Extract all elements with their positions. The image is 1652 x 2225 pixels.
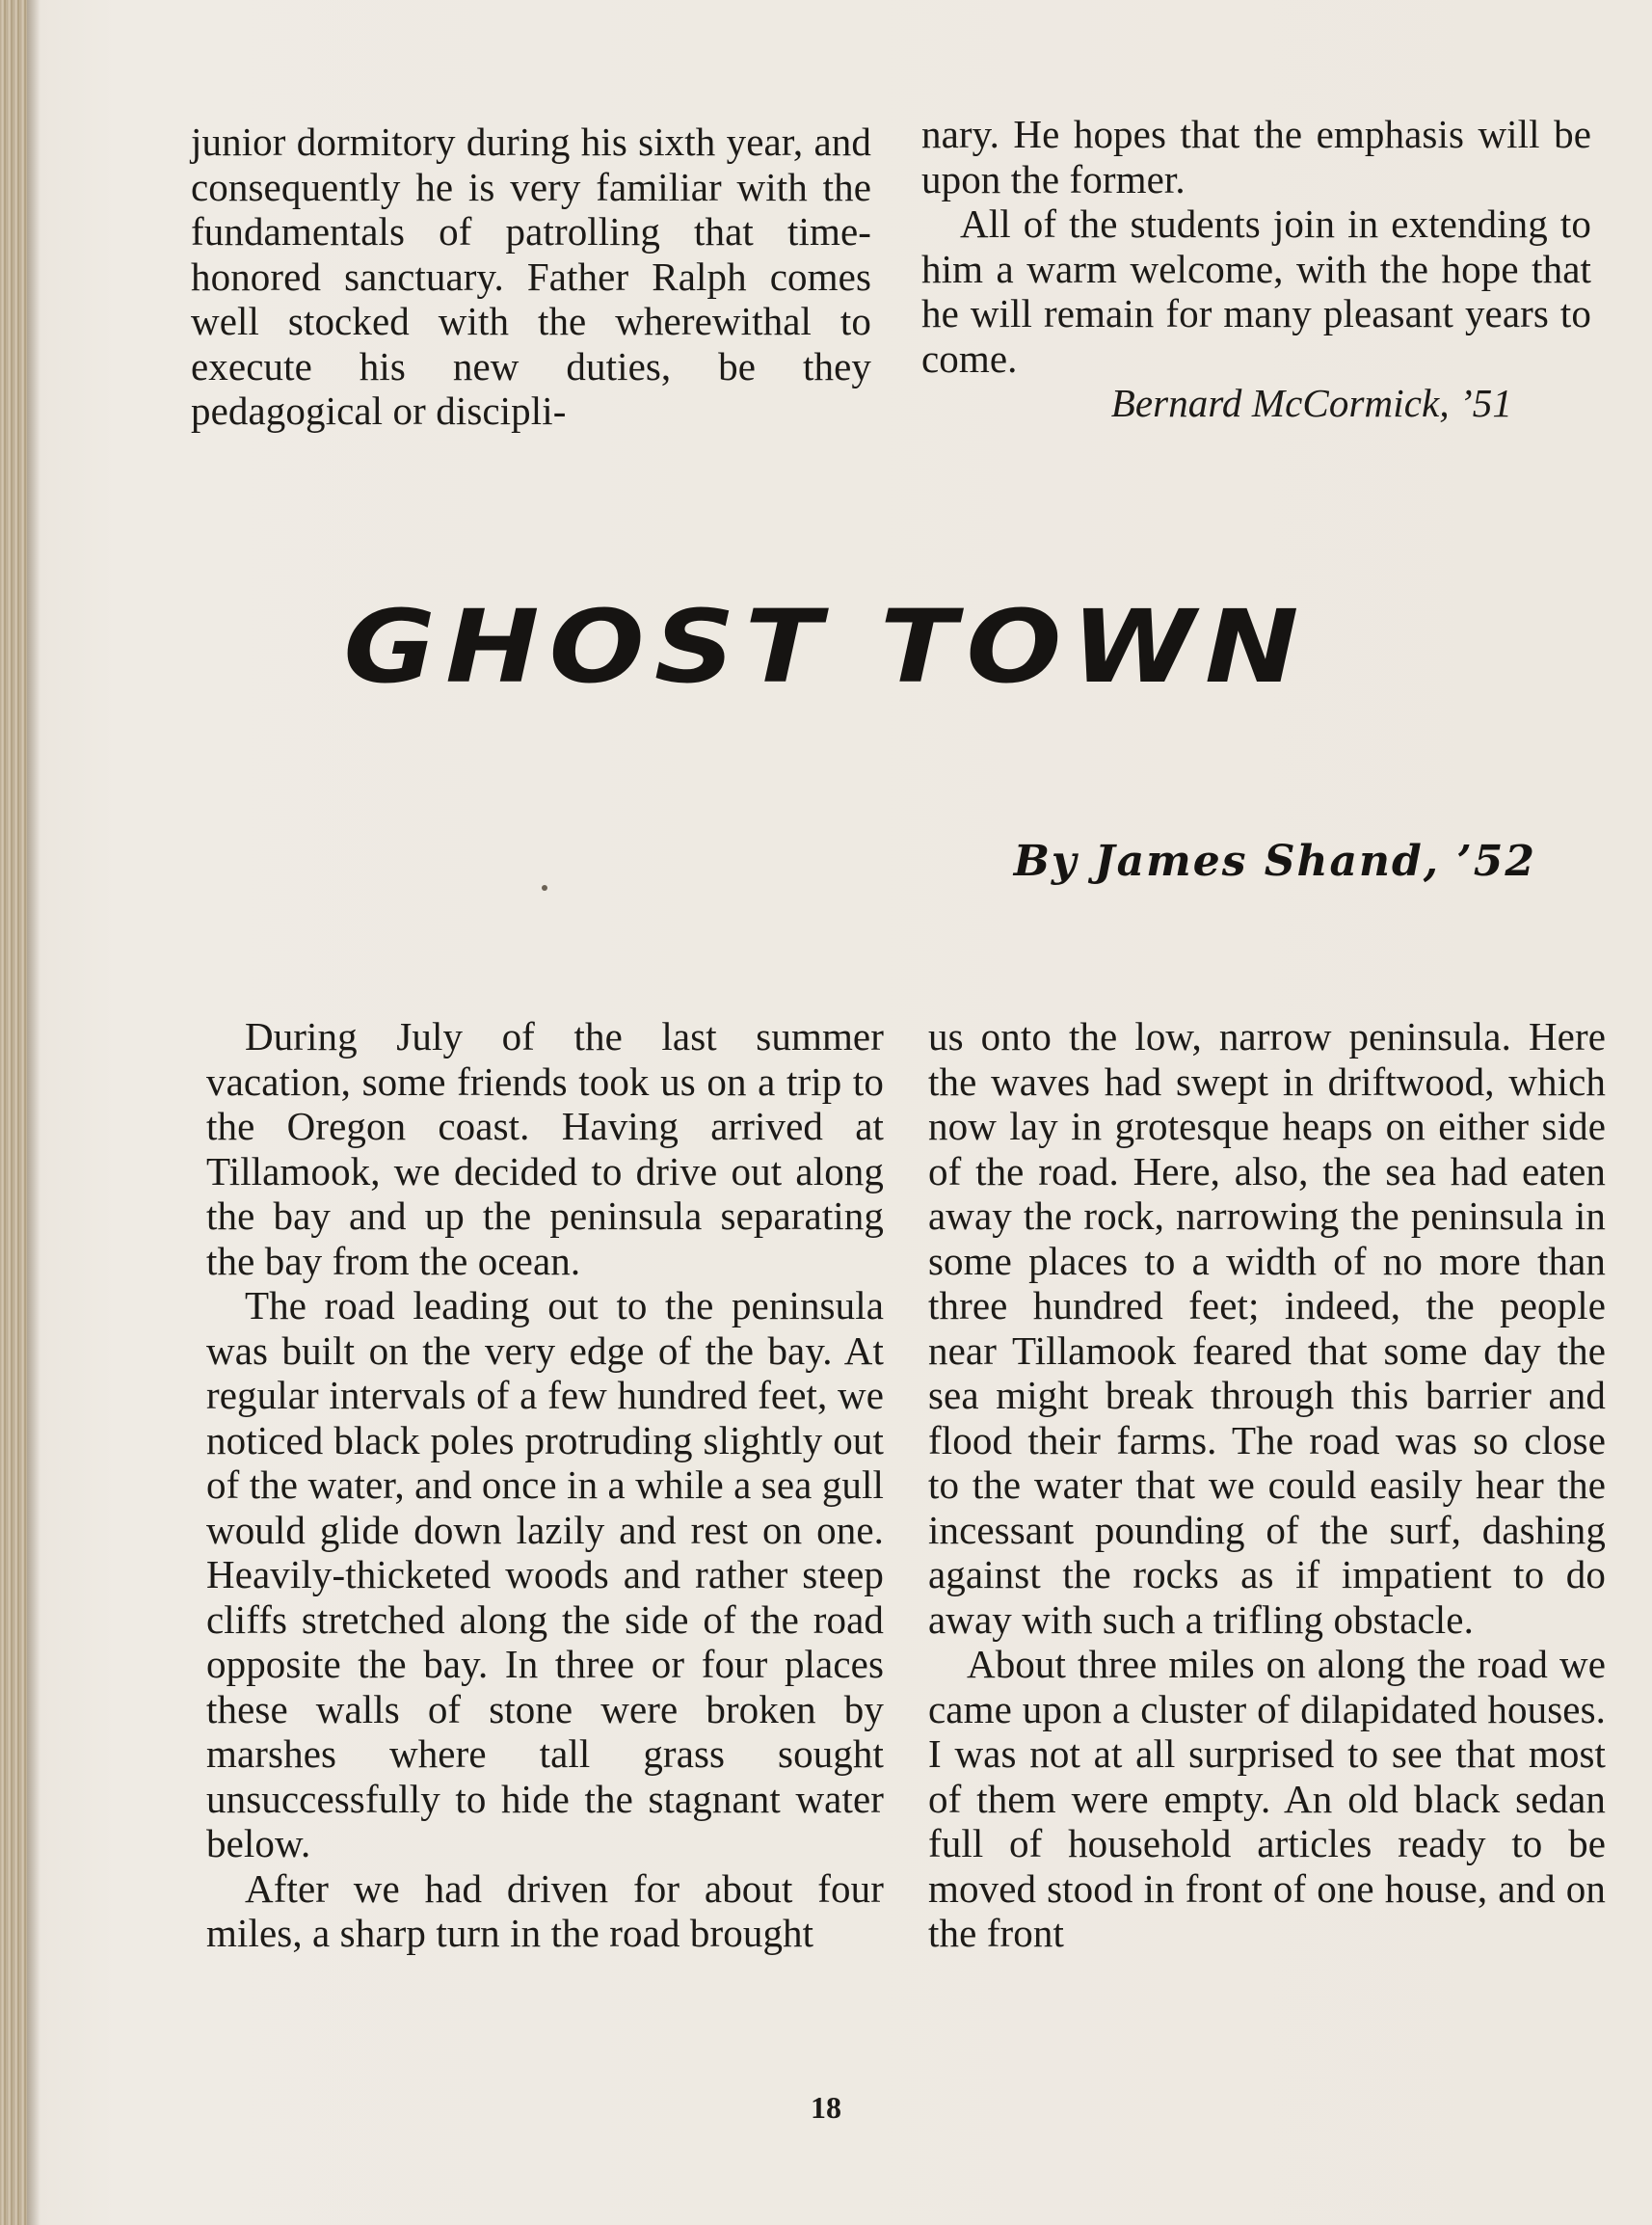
page-number: 18 [811,2090,841,2125]
bottom-left-paragraph-2: The road leading out to the peninsula was built on the very edge of the bay. At regular intervals of a few hundred feet, we noticed black poles protruding slightly out of the water, and once in a while a sea gull would glide down lazily and rest on one. Heavily-thicketed woods and rather steep cliffs stretched along the side of the road opposite the bay. In three or four places these walls of stone were broken by marshes where tall grass sought unsuccessfully to hide the stagnant water below. [206,1283,884,1865]
bottom-right-column [928,1014,1606,1956]
binding-shadow [27,0,40,2225]
bottom-left-paragraph-1: During July of the last summer vacation, some friends took us on a trip to the Oregon coast. Having arrived at Tillamook, we decided to drive out along the bay and up the peninsula separating the bay from the ocean. [206,1014,884,1283]
bottom-right-paragraph-1: us onto the low, narrow peninsula. Here the waves had swept in driftwood, which now lay in grotesque heaps on either side of the road. Here, also, the sea had eaten away the rock, narrowing the peninsula in some places to a width of no more than three hundred feet; indeed, the people near Tillamook feared that some day the sea might break through this barrier and flood their farms. The road was so close to the water that we could easily hear the incessant pounding of the surf, dashing against the rocks as if impatient to do away with such a trifling obstacle. [928,1014,1606,1642]
author-signature: Bernard McCormick, ’51 [1110,381,1512,425]
article-title: GHOST TOWN [343,588,1309,706]
bottom-left-column [206,1014,884,1956]
bottom-right-paragraph-2: About three miles on along the road we came upon a cluster of dilapidated houses. I was not at all surprised to see that most of them were empty. An old black sedan full of household articles ready to be moved stood in front of one house, and on the front [928,1642,1606,1955]
article-byline: By James Shand, ’52 [1013,837,1536,886]
top-right-paragraph-1: nary. He hopes that the emphasis will be upon the former. [921,112,1591,201]
book-binding [0,0,27,2225]
top-right-column [921,112,1591,426]
top-right-paragraph-2: All of the students join in extending to him a warm welcome, with the hope that he will remain for many pleasant years to come. [921,201,1591,381]
top-left-column [191,120,871,434]
top-left-paragraph: junior dormitory during his sixth year, and consequently he is very familiar with the fundamentals of patrolling that time-honored sanctuary. Father Ralph comes well stocked with the wherewithal to execute his new duties, be they pedagogical or discipli- [191,120,871,433]
ink-speck [542,885,547,891]
bottom-left-paragraph-3: After we had driven for about four miles, a sharp turn in the road brought [206,1865,884,1955]
